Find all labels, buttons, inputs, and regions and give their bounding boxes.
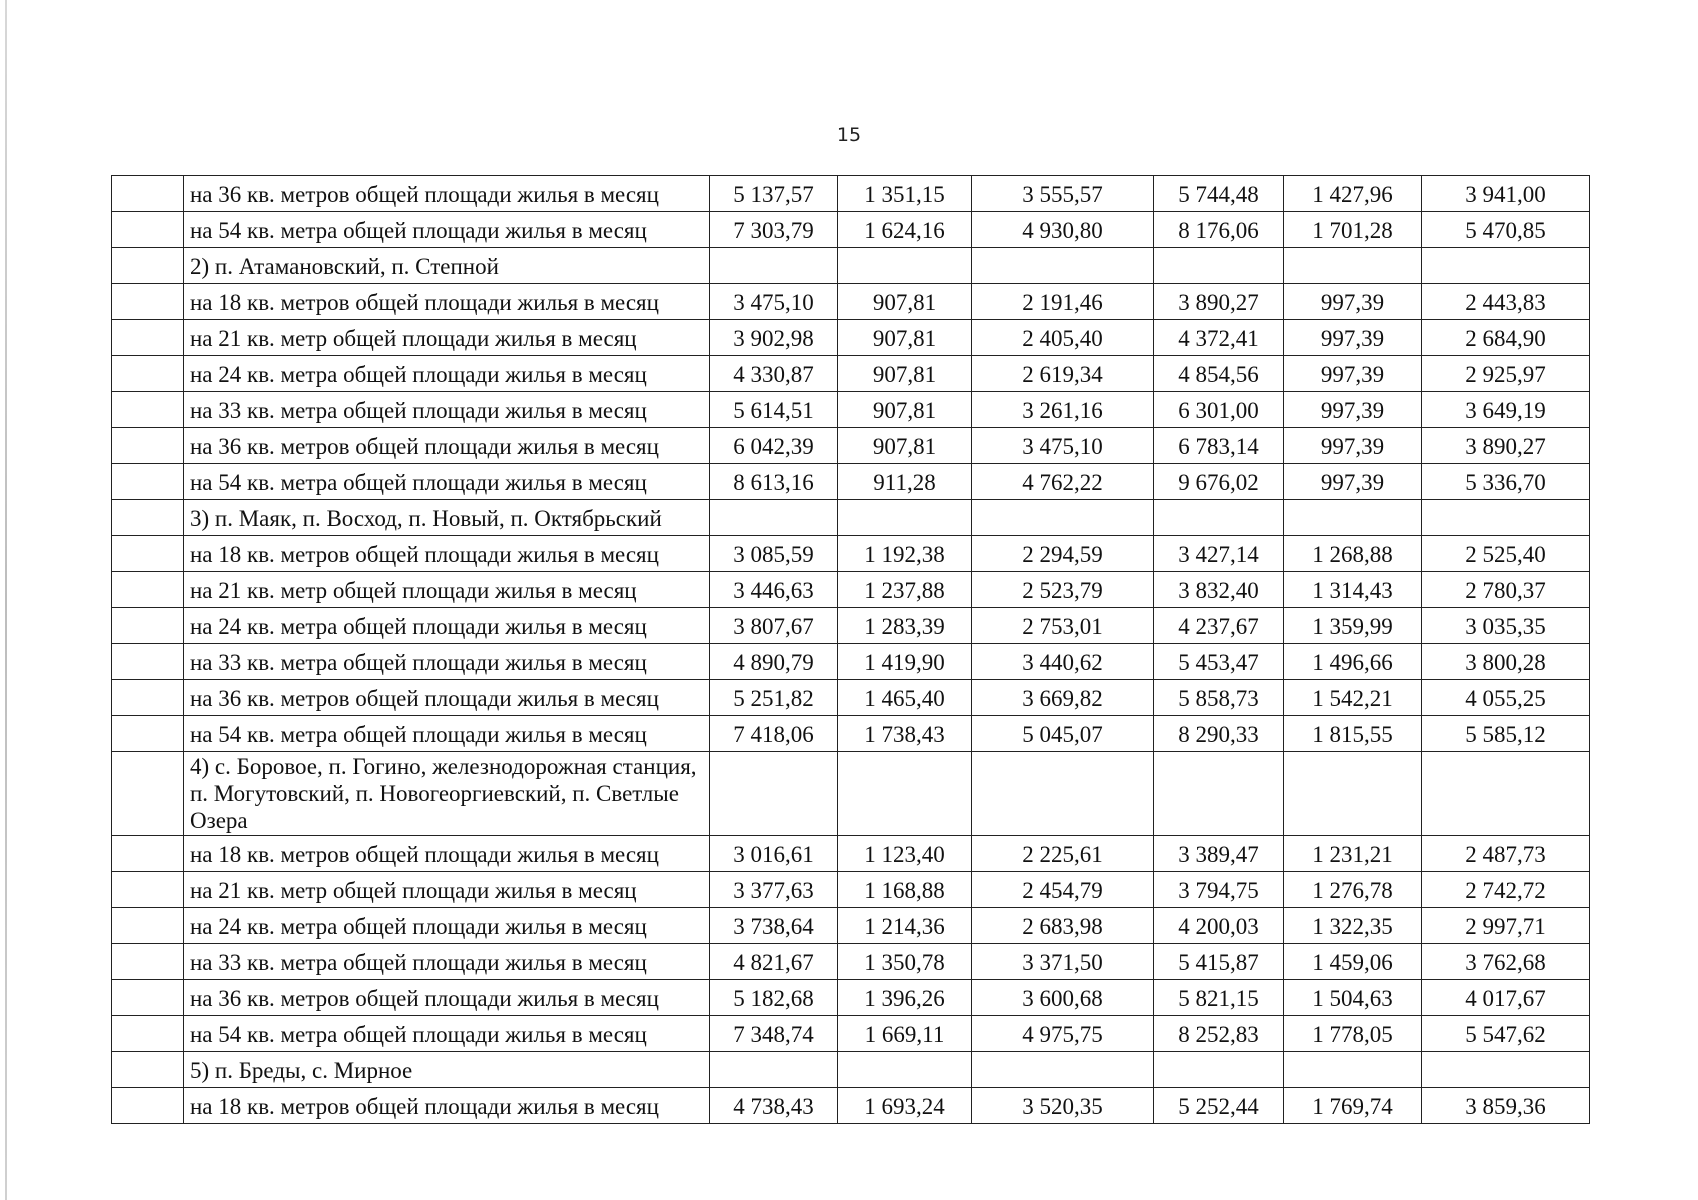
row-number-cell bbox=[112, 428, 184, 464]
row-number-cell bbox=[112, 1016, 184, 1052]
value-cell: 1 815,55 bbox=[1284, 716, 1422, 752]
value-cell: 907,81 bbox=[838, 356, 972, 392]
value-cell: 3 800,28 bbox=[1422, 644, 1590, 680]
value-cell: 1 283,39 bbox=[838, 608, 972, 644]
value-cell: 997,39 bbox=[1284, 392, 1422, 428]
value-cell: 1 542,21 bbox=[1284, 680, 1422, 716]
value-cell: 1 192,38 bbox=[838, 536, 972, 572]
table-row bbox=[112, 836, 1590, 872]
value-cell: 1 459,06 bbox=[1284, 944, 1422, 980]
value-cell: 1 419,90 bbox=[838, 644, 972, 680]
value-cell: 1 123,40 bbox=[838, 836, 972, 872]
value-cell bbox=[710, 500, 838, 536]
value-cell: 2 525,40 bbox=[1422, 536, 1590, 572]
value-cell: 4 330,87 bbox=[710, 356, 838, 392]
value-cell: 5 182,68 bbox=[710, 980, 838, 1016]
value-cell: 1 624,16 bbox=[838, 212, 972, 248]
row-label-cell: 4) с. Боровое, п. Гогино, железнодорожная станция, п. Могутовский, п. Новогеоргиевский, п. Светлые Озера bbox=[184, 752, 710, 836]
value-cell: 2 191,46 bbox=[972, 284, 1154, 320]
value-cell: 2 742,72 bbox=[1422, 872, 1590, 908]
row-number-cell bbox=[112, 1088, 184, 1124]
value-cell: 5 137,57 bbox=[710, 176, 838, 212]
value-cell: 1 322,35 bbox=[1284, 908, 1422, 944]
row-label-cell: на 21 кв. метр общей площади жилья в месяц bbox=[184, 872, 710, 908]
value-cell: 1 496,66 bbox=[1284, 644, 1422, 680]
value-cell: 3 440,62 bbox=[972, 644, 1154, 680]
value-cell: 8 613,16 bbox=[710, 464, 838, 500]
value-cell: 1 268,88 bbox=[1284, 536, 1422, 572]
row-number-cell bbox=[112, 320, 184, 356]
row-label-cell: на 21 кв. метр общей площади жилья в месяц bbox=[184, 572, 710, 608]
value-cell: 3 738,64 bbox=[710, 908, 838, 944]
value-cell: 2 225,61 bbox=[972, 836, 1154, 872]
value-cell: 3 427,14 bbox=[1154, 536, 1284, 572]
row-label-cell: 5) п. Бреды, с. Мирное bbox=[184, 1052, 710, 1088]
row-label-cell: на 18 кв. метров общей площади жилья в месяц bbox=[184, 284, 710, 320]
value-cell bbox=[1154, 752, 1284, 836]
value-cell: 2 683,98 bbox=[972, 908, 1154, 944]
value-cell: 2 997,71 bbox=[1422, 908, 1590, 944]
value-cell: 2 780,37 bbox=[1422, 572, 1590, 608]
value-cell: 4 237,67 bbox=[1154, 608, 1284, 644]
value-cell: 3 377,63 bbox=[710, 872, 838, 908]
value-cell: 4 738,43 bbox=[710, 1088, 838, 1124]
value-cell: 9 676,02 bbox=[1154, 464, 1284, 500]
value-cell: 4 890,79 bbox=[710, 644, 838, 680]
tariff-table bbox=[111, 175, 1590, 1124]
value-cell: 3 261,16 bbox=[972, 392, 1154, 428]
scan-edge-line bbox=[5, 0, 7, 1200]
row-label-cell: на 54 кв. метра общей площади жилья в месяц bbox=[184, 1016, 710, 1052]
value-cell: 5 045,07 bbox=[972, 716, 1154, 752]
row-number-cell bbox=[112, 1052, 184, 1088]
value-cell: 1 350,78 bbox=[838, 944, 972, 980]
value-cell bbox=[1284, 248, 1422, 284]
row-label-cell: 3) п. Маяк, п. Восход, п. Новый, п. Октябрьский bbox=[184, 500, 710, 536]
value-cell: 4 055,25 bbox=[1422, 680, 1590, 716]
value-cell: 1 504,63 bbox=[1284, 980, 1422, 1016]
value-cell: 4 372,41 bbox=[1154, 320, 1284, 356]
row-label-cell: на 33 кв. метра общей площади жилья в месяц bbox=[184, 644, 710, 680]
table-row bbox=[112, 644, 1590, 680]
table-row bbox=[112, 1088, 1590, 1124]
value-cell: 3 600,68 bbox=[972, 980, 1154, 1016]
value-cell bbox=[710, 248, 838, 284]
row-number-cell bbox=[112, 980, 184, 1016]
value-cell: 3 941,00 bbox=[1422, 176, 1590, 212]
table-row bbox=[112, 1052, 1590, 1088]
table-row bbox=[112, 908, 1590, 944]
value-cell bbox=[1422, 248, 1590, 284]
value-cell: 907,81 bbox=[838, 320, 972, 356]
value-cell bbox=[1154, 248, 1284, 284]
row-number-cell bbox=[112, 536, 184, 572]
table-row bbox=[112, 284, 1590, 320]
value-cell: 1 465,40 bbox=[838, 680, 972, 716]
value-cell: 8 252,83 bbox=[1154, 1016, 1284, 1052]
value-cell: 3 649,19 bbox=[1422, 392, 1590, 428]
table-row bbox=[112, 356, 1590, 392]
row-number-cell bbox=[112, 212, 184, 248]
row-label-cell: на 24 кв. метра общей площади жилья в месяц bbox=[184, 356, 710, 392]
value-cell: 1 314,43 bbox=[1284, 572, 1422, 608]
value-cell: 1 738,43 bbox=[838, 716, 972, 752]
value-cell: 3 669,82 bbox=[972, 680, 1154, 716]
value-cell: 1 359,99 bbox=[1284, 608, 1422, 644]
value-cell bbox=[1422, 752, 1590, 836]
value-cell: 5 858,73 bbox=[1154, 680, 1284, 716]
value-cell: 907,81 bbox=[838, 392, 972, 428]
value-cell: 2 454,79 bbox=[972, 872, 1154, 908]
table-row bbox=[112, 536, 1590, 572]
value-cell bbox=[838, 500, 972, 536]
value-cell: 2 684,90 bbox=[1422, 320, 1590, 356]
table-row bbox=[112, 944, 1590, 980]
row-label-cell: на 36 кв. метров общей площади жилья в месяц bbox=[184, 980, 710, 1016]
row-number-cell bbox=[112, 608, 184, 644]
value-cell: 3 475,10 bbox=[710, 284, 838, 320]
value-cell: 1 396,26 bbox=[838, 980, 972, 1016]
row-number-cell bbox=[112, 572, 184, 608]
row-label-cell: на 54 кв. метра общей площади жилья в месяц bbox=[184, 212, 710, 248]
value-cell bbox=[1422, 500, 1590, 536]
value-cell: 3 859,36 bbox=[1422, 1088, 1590, 1124]
table-row bbox=[112, 212, 1590, 248]
row-number-cell bbox=[112, 500, 184, 536]
row-number-cell bbox=[112, 284, 184, 320]
value-cell bbox=[972, 248, 1154, 284]
value-cell: 2 753,01 bbox=[972, 608, 1154, 644]
value-cell: 2 487,73 bbox=[1422, 836, 1590, 872]
value-cell: 4 821,67 bbox=[710, 944, 838, 980]
tariff-table-body bbox=[112, 176, 1590, 1124]
value-cell: 5 821,15 bbox=[1154, 980, 1284, 1016]
value-cell: 2 405,40 bbox=[972, 320, 1154, 356]
row-number-cell bbox=[112, 176, 184, 212]
value-cell: 5 744,48 bbox=[1154, 176, 1284, 212]
value-cell: 997,39 bbox=[1284, 356, 1422, 392]
value-cell: 8 176,06 bbox=[1154, 212, 1284, 248]
value-cell: 907,81 bbox=[838, 284, 972, 320]
value-cell: 1 769,74 bbox=[1284, 1088, 1422, 1124]
value-cell: 3 520,35 bbox=[972, 1088, 1154, 1124]
value-cell: 5 251,82 bbox=[710, 680, 838, 716]
value-cell: 1 214,36 bbox=[838, 908, 972, 944]
value-cell: 3 016,61 bbox=[710, 836, 838, 872]
value-cell bbox=[838, 248, 972, 284]
value-cell bbox=[972, 500, 1154, 536]
value-cell: 6 301,00 bbox=[1154, 392, 1284, 428]
table-row bbox=[112, 680, 1590, 716]
value-cell bbox=[1422, 1052, 1590, 1088]
table-row bbox=[112, 248, 1590, 284]
value-cell: 5 470,85 bbox=[1422, 212, 1590, 248]
value-cell: 997,39 bbox=[1284, 428, 1422, 464]
row-label-cell: на 24 кв. метра общей площади жилья в месяц bbox=[184, 608, 710, 644]
value-cell: 1 701,28 bbox=[1284, 212, 1422, 248]
value-cell bbox=[1284, 1052, 1422, 1088]
value-cell bbox=[838, 1052, 972, 1088]
row-label-cell: на 18 кв. метров общей площади жилья в месяц bbox=[184, 536, 710, 572]
row-label-cell: на 18 кв. метров общей площади жилья в месяц bbox=[184, 836, 710, 872]
row-label-cell: на 54 кв. метра общей площади жилья в месяц bbox=[184, 716, 710, 752]
value-cell: 4 017,67 bbox=[1422, 980, 1590, 1016]
row-number-cell bbox=[112, 248, 184, 284]
table-row bbox=[112, 428, 1590, 464]
value-cell: 3 371,50 bbox=[972, 944, 1154, 980]
value-cell: 997,39 bbox=[1284, 320, 1422, 356]
row-label-cell: на 33 кв. метра общей площади жилья в месяц bbox=[184, 944, 710, 980]
value-cell: 3 832,40 bbox=[1154, 572, 1284, 608]
value-cell: 3 446,63 bbox=[710, 572, 838, 608]
value-cell bbox=[972, 752, 1154, 836]
row-label-cell: на 36 кв. метров общей площади жилья в месяц bbox=[184, 176, 710, 212]
value-cell: 1 427,96 bbox=[1284, 176, 1422, 212]
table-row bbox=[112, 752, 1590, 836]
value-cell: 8 290,33 bbox=[1154, 716, 1284, 752]
value-cell bbox=[1154, 1052, 1284, 1088]
value-cell: 3 762,68 bbox=[1422, 944, 1590, 980]
row-label-cell: на 36 кв. метров общей площади жилья в месяц bbox=[184, 680, 710, 716]
table-row bbox=[112, 980, 1590, 1016]
table-row bbox=[112, 464, 1590, 500]
value-cell: 997,39 bbox=[1284, 464, 1422, 500]
row-number-cell bbox=[112, 752, 184, 836]
value-cell: 4 200,03 bbox=[1154, 908, 1284, 944]
value-cell bbox=[710, 752, 838, 836]
value-cell: 4 762,22 bbox=[972, 464, 1154, 500]
value-cell: 1 168,88 bbox=[838, 872, 972, 908]
row-label-cell: 2) п. Атамановский, п. Степной bbox=[184, 248, 710, 284]
row-number-cell bbox=[112, 680, 184, 716]
value-cell: 1 351,15 bbox=[838, 176, 972, 212]
row-number-cell bbox=[112, 644, 184, 680]
value-cell: 911,28 bbox=[838, 464, 972, 500]
row-label-cell: на 24 кв. метра общей площади жилья в месяц bbox=[184, 908, 710, 944]
row-number-cell bbox=[112, 836, 184, 872]
value-cell bbox=[972, 1052, 1154, 1088]
value-cell: 6 783,14 bbox=[1154, 428, 1284, 464]
value-cell: 4 930,80 bbox=[972, 212, 1154, 248]
value-cell bbox=[838, 752, 972, 836]
value-cell: 1 669,11 bbox=[838, 1016, 972, 1052]
value-cell bbox=[1154, 500, 1284, 536]
table-row bbox=[112, 872, 1590, 908]
value-cell: 2 294,59 bbox=[972, 536, 1154, 572]
value-cell: 1 778,05 bbox=[1284, 1016, 1422, 1052]
table-row bbox=[112, 500, 1590, 536]
row-number-cell bbox=[112, 356, 184, 392]
row-number-cell bbox=[112, 464, 184, 500]
value-cell: 1 237,88 bbox=[838, 572, 972, 608]
table-row bbox=[112, 1016, 1590, 1052]
table-row bbox=[112, 392, 1590, 428]
value-cell: 2 925,97 bbox=[1422, 356, 1590, 392]
row-label-cell: на 21 кв. метр общей площади жилья в месяц bbox=[184, 320, 710, 356]
value-cell: 3 890,27 bbox=[1154, 284, 1284, 320]
row-label-cell: на 33 кв. метра общей площади жилья в месяц bbox=[184, 392, 710, 428]
value-cell: 7 418,06 bbox=[710, 716, 838, 752]
value-cell bbox=[1284, 500, 1422, 536]
value-cell: 1 693,24 bbox=[838, 1088, 972, 1124]
value-cell: 3 035,35 bbox=[1422, 608, 1590, 644]
row-number-cell bbox=[112, 716, 184, 752]
value-cell: 1 231,21 bbox=[1284, 836, 1422, 872]
value-cell: 997,39 bbox=[1284, 284, 1422, 320]
table-row bbox=[112, 572, 1590, 608]
value-cell: 3 890,27 bbox=[1422, 428, 1590, 464]
row-label-cell: на 36 кв. метров общей площади жилья в месяц bbox=[184, 428, 710, 464]
value-cell: 5 585,12 bbox=[1422, 716, 1590, 752]
value-cell: 3 902,98 bbox=[710, 320, 838, 356]
table-row bbox=[112, 608, 1590, 644]
value-cell: 4 854,56 bbox=[1154, 356, 1284, 392]
value-cell: 3 794,75 bbox=[1154, 872, 1284, 908]
value-cell: 3 555,57 bbox=[972, 176, 1154, 212]
value-cell bbox=[710, 1052, 838, 1088]
value-cell: 2 523,79 bbox=[972, 572, 1154, 608]
value-cell: 5 547,62 bbox=[1422, 1016, 1590, 1052]
value-cell: 5 336,70 bbox=[1422, 464, 1590, 500]
value-cell: 5 252,44 bbox=[1154, 1088, 1284, 1124]
value-cell: 2 443,83 bbox=[1422, 284, 1590, 320]
row-number-cell bbox=[112, 944, 184, 980]
table-row bbox=[112, 716, 1590, 752]
value-cell: 3 475,10 bbox=[972, 428, 1154, 464]
value-cell: 5 453,47 bbox=[1154, 644, 1284, 680]
value-cell: 3 085,59 bbox=[710, 536, 838, 572]
row-number-cell bbox=[112, 908, 184, 944]
value-cell: 7 303,79 bbox=[710, 212, 838, 248]
row-label-cell: на 18 кв. метров общей площади жилья в месяц bbox=[184, 1088, 710, 1124]
value-cell bbox=[1284, 752, 1422, 836]
table-row bbox=[112, 176, 1590, 212]
table-row bbox=[112, 320, 1590, 356]
value-cell: 3 389,47 bbox=[1154, 836, 1284, 872]
value-cell: 5 614,51 bbox=[710, 392, 838, 428]
row-label-cell: на 54 кв. метра общей площади жилья в месяц bbox=[184, 464, 710, 500]
page-number: 15 bbox=[836, 124, 862, 146]
value-cell: 6 042,39 bbox=[710, 428, 838, 464]
value-cell: 4 975,75 bbox=[972, 1016, 1154, 1052]
value-cell: 2 619,34 bbox=[972, 356, 1154, 392]
value-cell: 3 807,67 bbox=[710, 608, 838, 644]
row-number-cell bbox=[112, 392, 184, 428]
value-cell: 907,81 bbox=[838, 428, 972, 464]
value-cell: 7 348,74 bbox=[710, 1016, 838, 1052]
value-cell: 1 276,78 bbox=[1284, 872, 1422, 908]
value-cell: 5 415,87 bbox=[1154, 944, 1284, 980]
row-number-cell bbox=[112, 872, 184, 908]
